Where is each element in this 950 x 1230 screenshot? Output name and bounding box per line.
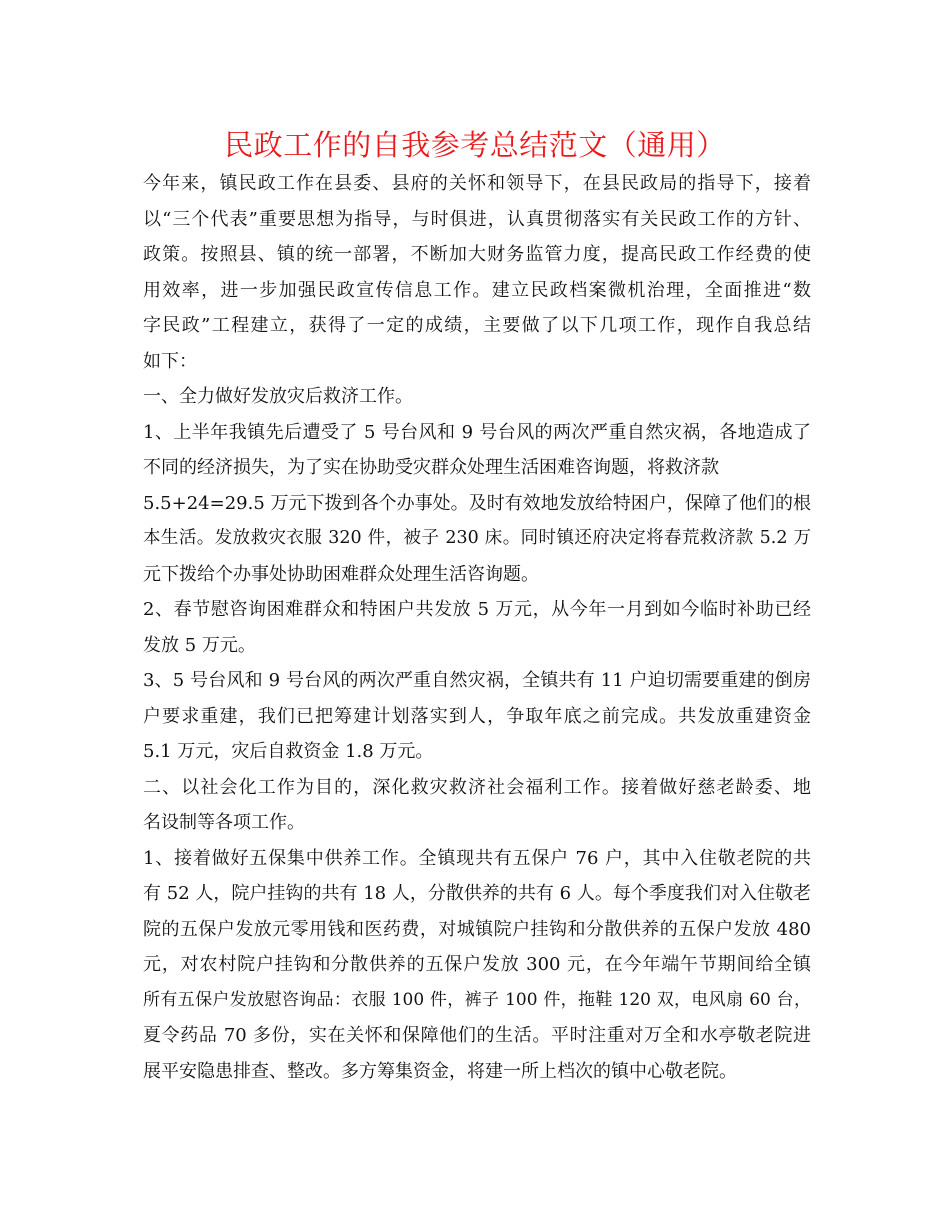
text-line: 名设制等各项工作。	[143, 812, 305, 833]
text-line: 字民政”工程建立，获得了一定的成绩，主要做了以下几项工作，现作自我总结	[143, 315, 811, 336]
text-line: 一、全力做好发放灾后救济工作。	[143, 386, 413, 407]
text-line: 2、春节慰咨询困难群众和特困户共发放 5 万元，从今年一月到如今临时补助已经	[143, 599, 811, 620]
text-line: 政策。按照县、镇的统一部署，不断加大财务监管力度，提高民政工作经费的使	[143, 244, 811, 265]
text-line: 夏令药品 70 多份，实在关怀和保障他们的生活。平时注重对万全和水亭敬老院进	[143, 1025, 811, 1046]
text-line: 如下：	[143, 350, 197, 372]
document-body	[143, 166, 811, 1089]
text-line: 有 52 人，院户挂钩的共有 18 人，分散供养的共有 6 人。每个季度我们对入住敬老	[143, 883, 811, 904]
text-line: 二、以社会化工作为目的，深化救灾救济社会福利工作。接着做好慈老龄委、地	[143, 776, 811, 798]
text-line: 以“三个代表”重要思想为指导，与时俱进，认真贯彻落实有关民政工作的方针、	[143, 208, 811, 230]
text-line: 所有五保户发放慰咨询品：衣服 100 件，裤子 100 件，拖鞋 120 双，电风扇 60 台，	[143, 989, 811, 1010]
text-line: 5.5+24=29.5 万元下拨到各个办事处。及时有效地发放给特困户，保障了他们的根	[143, 492, 811, 514]
text-line: 元下拨给个办事处协助困难群众处理生活咨询题。	[143, 563, 539, 585]
text-line: 本生活。发放救灾衣服 320 件，被子 230 床。同时镇还府决定将春荒救济款 5.2 万	[143, 528, 811, 548]
text-line: 今年来，镇民政工作在县委、县府的关怀和领导下，在县民政局的指导下，接着	[143, 173, 811, 194]
text-line: 元，对农村院户挂钩和分散供养的五保户发放 300 元，在今年端午节期间给全镇	[143, 954, 811, 975]
text-line: 用效率，进一步加强民政宣传信息工作。建立民政档案微机治理，全面推进“数	[143, 279, 811, 301]
text-line: 3、5 号台风和 9 号台风的两次严重自然灾祸，全镇共有 11 户迫切需要重建的倒房	[143, 670, 811, 691]
text-line: 不同的经济损失，为了实在协助受灾群众处理生活困难咨询题，将救济款	[143, 457, 719, 478]
text-line: 5.1 万元，灾后自救资金 1.8 万元。	[143, 741, 434, 762]
text-line: 发放 5 万元。	[143, 634, 256, 656]
text-line: 户要求重建，我们已把筹建计划落实到人，争取年底之前完成。共发放重建资金	[143, 705, 811, 727]
text-line: 院的五保户发放元零用钱和医药费，对城镇院户挂钩和分散供养的五保户发放 480	[143, 918, 811, 940]
text-line: 1、接着做好五保集中供养工作。全镇现共有五保户 76 户，其中入住敬老院的共	[143, 847, 811, 869]
text-line: 1、上半年我镇先后遭受了 5 号台风和 9 号台风的两次严重自然灾祸，各地造成了	[143, 421, 811, 443]
text-line: 展平安隐患排查、整改。多方筹集资金，将建一所上档次的镇中心敬老院。	[143, 1060, 737, 1082]
document-title: 民政工作的自我参考总结范文（通用）	[224, 128, 726, 162]
